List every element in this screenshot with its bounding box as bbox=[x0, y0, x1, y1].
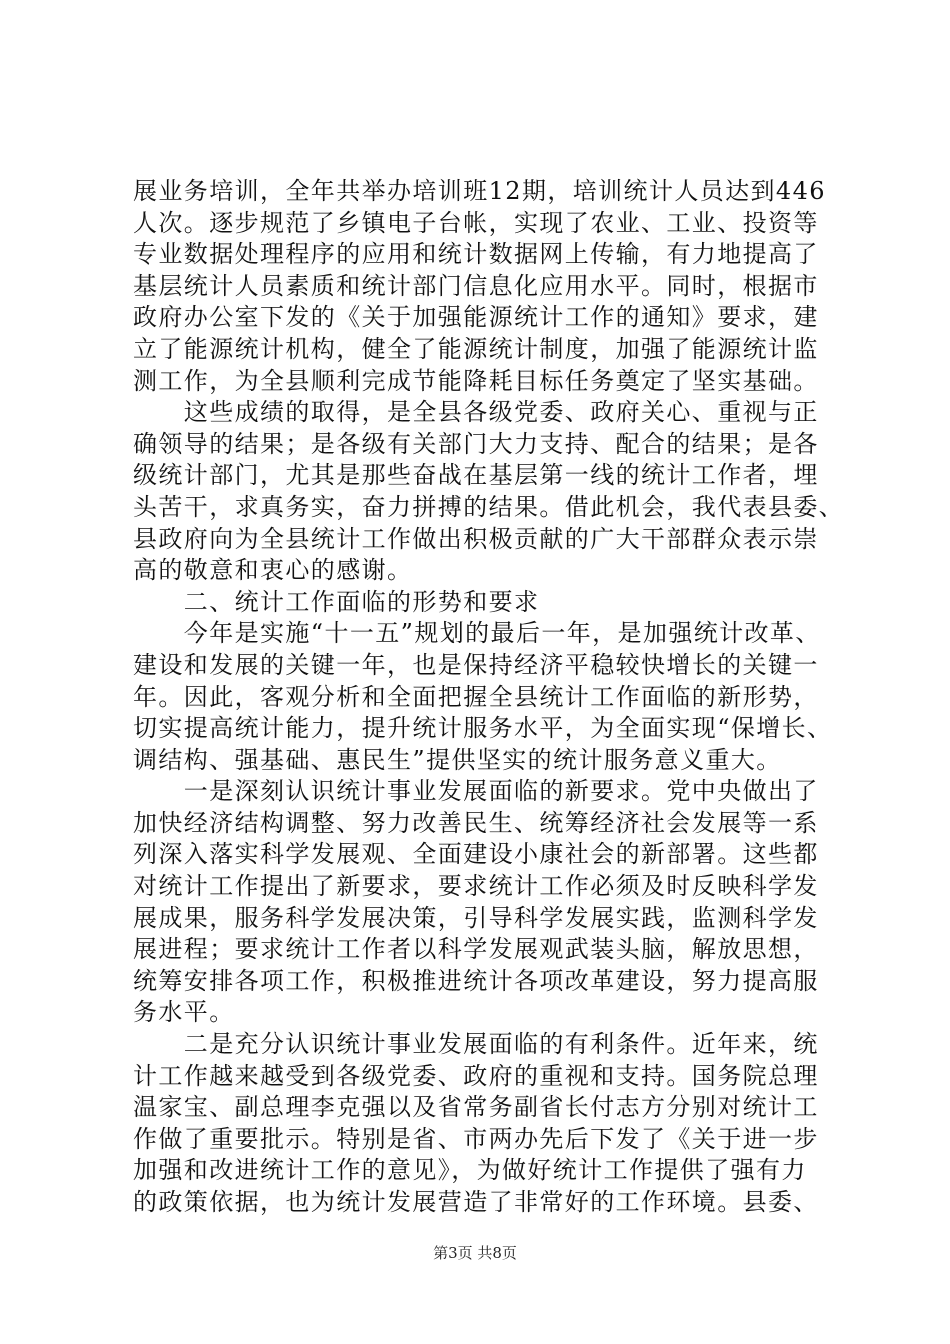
text-line: 展业务培训，全年共举办培训班12期，培训统计人员达到446 bbox=[133, 177, 826, 205]
text-line: 务水平。 bbox=[133, 998, 235, 1027]
text-line: 调结构、强基础、惠民生”提供坚实的统计服务意义重大。 bbox=[133, 745, 782, 774]
text-line: 展成果，服务科学发展决策，引导科学发展实践，监测科学发 bbox=[133, 903, 819, 932]
text-line: 年。因此，客观分析和全面把握全县统计工作面临的新形势， bbox=[133, 682, 819, 711]
text-line: 列深入落实科学发展观、全面建设小康社会的新部署。这些都 bbox=[133, 840, 819, 869]
text-line: 加快经济结构调整、努力改善民生、统筹经济社会发展等一系 bbox=[133, 808, 819, 837]
text-line: 建设和发展的关键一年，也是保持经济平稳较快增长的关键一 bbox=[133, 650, 819, 679]
text-line: 展进程；要求统计工作者以科学发展观武装头脑，解放思想， bbox=[133, 935, 819, 964]
text-line: 头苦干，求真务实，奋力拼搏的结果。借此机会，我代表县委、 bbox=[133, 492, 845, 521]
page-number-footer: 第3页 共8页 bbox=[433, 1244, 517, 1262]
body-text bbox=[133, 176, 845, 1219]
text-line: 县政府向为全县统计工作做出积极贡献的广大干部群众表示崇 bbox=[133, 524, 819, 553]
text-line: 一是深刻认识统计事业发展面临的新要求。党中央做出了 bbox=[133, 777, 819, 806]
text-line: 切实提高统计能力，提升统计服务水平，为全面实现“保增长、 bbox=[133, 714, 833, 743]
text-line: 加强和改进统计工作的意见》，为做好统计工作提供了强有力 bbox=[133, 1156, 807, 1185]
text-line: 人次。逐步规范了乡镇电子台帐，实现了农业、工业、投资等 bbox=[133, 208, 819, 237]
text-line: 级统计部门，尤其是那些奋战在基层第一线的统计工作者，埋 bbox=[133, 461, 819, 490]
text-line: 温家宝、副总理李克强以及省常务副省长付志方分别对统计工 bbox=[133, 1093, 819, 1122]
text-line: 基层统计人员素质和统计部门信息化应用水平。同时，根据市 bbox=[133, 271, 819, 300]
text-line: 统筹安排各项工作，积极推进统计各项改革建设，努力提高服 bbox=[133, 966, 819, 995]
text-line: 二是充分认识统计事业发展面临的有利条件。近年来，统 bbox=[133, 1030, 819, 1059]
text-line: 高的敬意和衷心的感谢。 bbox=[133, 556, 413, 585]
text-line: 政府办公室下发的《关于加强能源统计工作的通知》要求，建 bbox=[133, 303, 819, 332]
text-line: 计工作越来越受到各级党委、政府的重视和支持。国务院总理 bbox=[133, 1061, 819, 1090]
text-line: 这些成绩的取得，是全县各级党委、政府关心、重视与正 bbox=[133, 398, 819, 427]
text-line: 对统计工作提出了新要求，要求统计工作必须及时反映科学发 bbox=[133, 872, 819, 901]
text-line: 作做了重要批示。特别是省、市两办先后下发了《关于进一步 bbox=[133, 1124, 819, 1153]
text-line: 立了能源统计机构，健全了能源统计制度，加强了能源统计监 bbox=[133, 334, 819, 363]
text-line: 专业数据处理程序的应用和统计数据网上传输，有力地提高了 bbox=[133, 240, 819, 269]
text-line: 今年是实施“十一五”规划的最后一年，是加强统计改革、 bbox=[133, 619, 821, 648]
section-heading: 二、统计工作面临的形势和要求 bbox=[133, 587, 540, 616]
text-line: 测工作，为全县顺利完成节能降耗目标任务奠定了坚实基础。 bbox=[133, 366, 819, 395]
text-line: 的政策依据，也为统计发展营造了非常好的工作环境。县委、 bbox=[133, 1188, 819, 1216]
text-line: 确领导的结果；是各级有关部门大力支持、配合的结果；是各 bbox=[133, 429, 819, 458]
